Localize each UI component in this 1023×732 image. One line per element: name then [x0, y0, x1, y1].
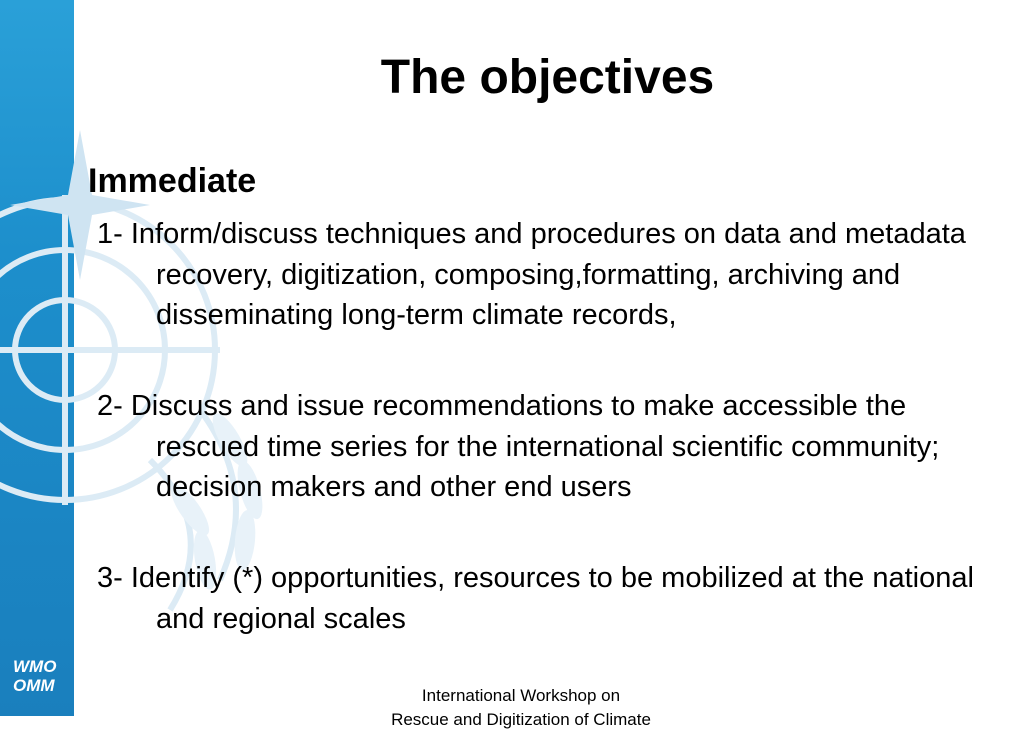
- item-text: Inform/discuss techniques and procedures on data and metadata recovery, digitization, composing,formatting, archiving and disseminating long-term climate records,: [130, 218, 966, 331]
- wmo-logo: [13, 657, 56, 695]
- item-text: Discuss and issue recommendations to make accessible the rescued time series for the international scientific community; decision makers and other end users: [130, 390, 940, 503]
- objective-item-1: [97, 214, 997, 336]
- item-number: 2-: [97, 390, 131, 422]
- objective-item-3: [97, 558, 997, 639]
- objective-item-2: [97, 386, 997, 508]
- item-number: 1-: [97, 218, 131, 250]
- footer-line-2: Rescue and Digitization of Climate: [391, 710, 651, 729]
- item-number: 3-: [97, 562, 131, 594]
- slide-footer: [346, 684, 696, 732]
- item-text: Identify (*) opportunities, resources to be mobilized at the national and regional scales: [130, 562, 974, 635]
- slide-title: The objectives: [380, 51, 715, 104]
- footer-line-1: International Workshop on: [421, 686, 621, 705]
- logo-line-1: WMO: [13, 657, 57, 676]
- logo-line-2: OMM: [13, 676, 55, 695]
- section-heading: Immediate: [88, 162, 257, 200]
